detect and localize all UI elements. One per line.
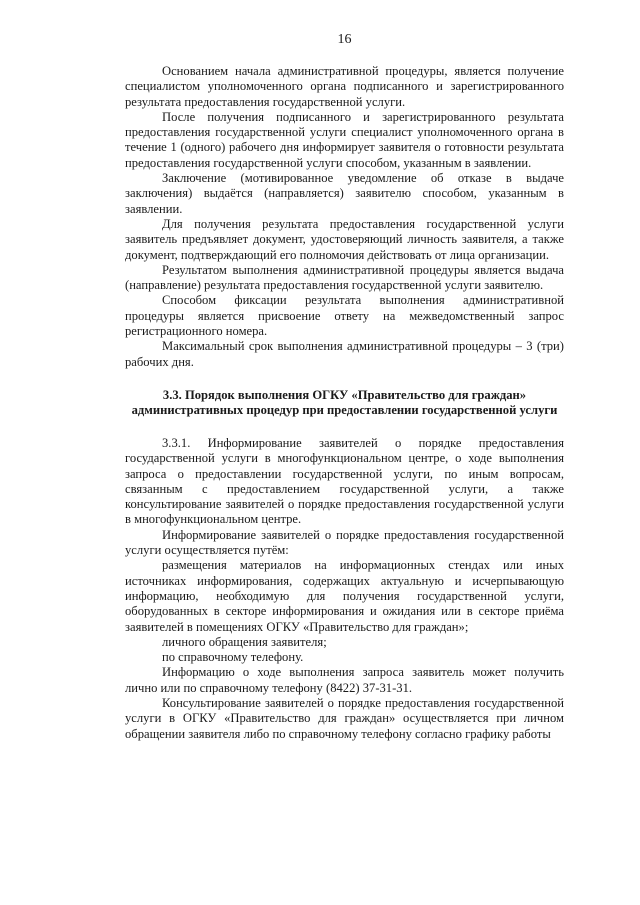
list-item: личного обращения заявителя; [162, 634, 327, 649]
paragraph: Способом фиксации результата выполнения административной процедуры является присвоение ответу на межведомственный запрос регистрационного номера. [125, 293, 564, 339]
paragraph: 3.3.1. Информирование заявителей о порядке предоставления государственной услуги в многофункциональном центре, о ходе выполнения запроса о предоставлении государственной услуги, по иным вопросам, связанным с предоставлением государственной услуги, а также консультирование заявителей о порядке предоставления государственной услуги в многофункциональном центре. [125, 435, 564, 527]
list-item: по справочному телефону. [162, 650, 304, 665]
paragraph: Информирование заявителей о порядке предоставления государственной услуги осуществляется путём: [125, 527, 564, 558]
paragraph: Консультирование заявителей о порядке предоставления государственной услуги в ОГКУ «Правительство для граждан» осуществляется при личном обращении заявителя либо по справочному телефону согласно графику работы [125, 695, 564, 741]
list-item: размещения материалов на информационных стендах или иных источниках информирования, содержащих актуальную и исчерпывающую информацию, необходимую для получения государственной услуги, оборудованных в секторе информирования и ожидания или в секторе приёма заявителей в помещениях ОГКУ «Правительство для граждан»; [125, 558, 564, 634]
page-number: 16 [337, 32, 352, 47]
paragraph: Для получения результата предоставления государственной услуги заявитель предъявляет документ, удостоверяющий личность заявителя, а также документ, подтверждающий его полномочия действовать от лица организации. [125, 216, 564, 262]
paragraph: Максимальный срок выполнения административной процедуры – 3 (три) рабочих дня. [125, 339, 564, 369]
paragraph: После получения подписанного и зарегистрированного результата предоставления государственной услуги специалист уполномоченного органа в течение 1 (одного) рабочего дня информирует заявителя о готовности результата предоставления государственной услуги способом, указанным в заявлении. [125, 109, 564, 170]
section-title [125, 388, 564, 419]
paragraph: Информацию о ходе выполнения запроса заявитель может получить лично или по справочному телефону (8422) 37-31-31. [125, 665, 564, 695]
top-paragraphs [125, 64, 564, 370]
paragraph: Основанием начала административной процедуры, является получение специалистом уполномоченного органа подписанного и зарегистрированного результата предоставления государственной услуги. [125, 64, 564, 109]
section-title-line: 3.3. Порядок выполнения ОГКУ «Правительство для граждан» [162, 387, 527, 402]
paragraph: Результатом выполнения административной процедуры является выдача (направление) результата предоставления государственной услуги заявителю. [125, 262, 564, 293]
section-title-line: административных процедур при предоставлении государственной услуги [131, 403, 558, 418]
bottom-paragraphs [125, 436, 564, 742]
paragraph: Заключение (мотивированное уведомление об отказе в выдаче заключения) выдаётся (направляется) заявителю способом, указанным в заявлении. [125, 171, 564, 216]
